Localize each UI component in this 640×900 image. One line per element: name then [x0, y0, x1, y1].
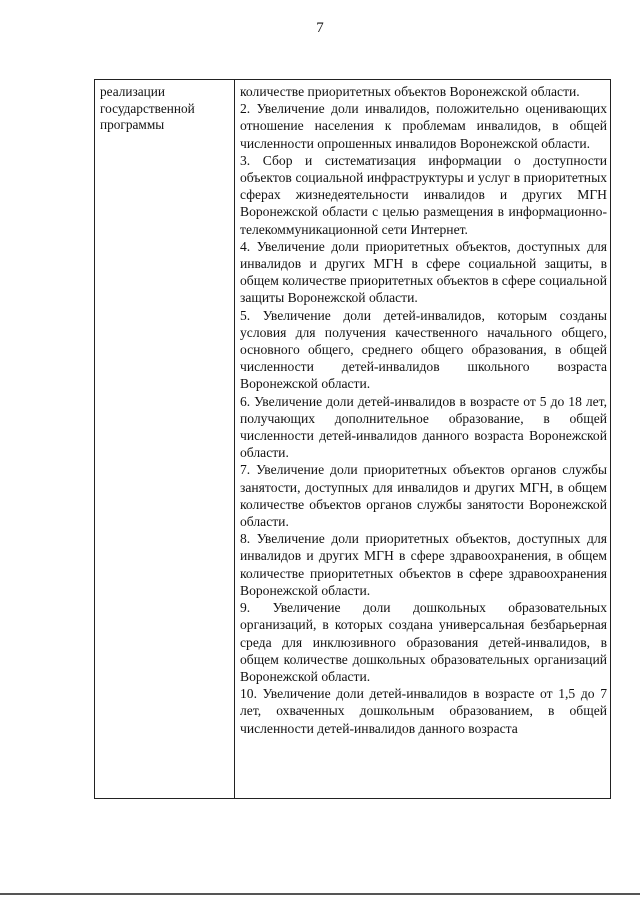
indicator-item: 8. Увеличение доли приоритетных объектов, доступных для инвалидов и других МГН в сфере здравоохранения, в общем количестве приоритетных объектов в сфере здравоохранения Воронежской области.: [240, 531, 607, 598]
indicator-item: 7. Увеличение доли приоритетных объектов органов службы занятости, доступных для инвалидов и других МГН, в общем количестве объектов органов службы занятости Воронежской области.: [240, 462, 607, 530]
indicator-item: 4. Увеличение доли приоритетных объектов, доступных для инвалидов и других МГН в сфере социальной защиты, в общем количестве приоритетных объектов в сфере социальной защиты Воронежской области.: [240, 238, 607, 306]
table-label-cell: [95, 80, 235, 798]
indicator-item: 5. Увеличение доли детей-инвалидов, которым созданы условия для получения качественного начального общего, основного общего, среднего общего образования, в общей численности детей-инвалидов школьного возраста Воронежской области.: [240, 307, 607, 392]
label-line: программы: [100, 117, 165, 133]
program-table: [94, 79, 611, 799]
label-line: реализации: [100, 84, 165, 99]
footer-divider: [0, 893, 640, 895]
indicator-item: 9. Увеличение доли дошкольных образовательных организаций, в которых создана универсальная безбарьерная среда для инклюзивного образования детей-инвалидов, в общем количестве дошкольных образовательных организаций Воронежской области.: [240, 600, 607, 684]
indicator-item: 2. Увеличение доли инвалидов, положительно оценивающих отношение населения к проблемам инвалидов, в общей численности опрошенных инвалидов Воронежской области.: [240, 101, 607, 151]
indicator-item: 3. Сбор и систематизация информации о доступности объектов социальной инфраструктуры и услуг в приоритетных сферах жизнедеятельности инвалидов и других МГН Воронежской области с целью размещения в информационно-телекоммуникационной сети Интернет.: [240, 152, 607, 237]
page-number: 7: [316, 20, 324, 36]
indicator-item: 10. Увеличение доли детей-инвалидов в возрасте от 1,5 до 7 лет, охваченных дошкольным образованием, в общей численности детей-инвалидов данного возраста: [240, 686, 607, 736]
label-line: государственной: [100, 100, 195, 116]
indicator-item: количестве приоритетных объектов Воронежской области.: [240, 84, 580, 99]
table-content-cell: [235, 80, 610, 798]
indicator-item: 6. Увеличение доли детей-инвалидов в возрасте от 5 до 18 лет, получающих дополнительное образование, в общей численности детей-инвалидов данного возраста Воронежской области.: [240, 393, 607, 461]
